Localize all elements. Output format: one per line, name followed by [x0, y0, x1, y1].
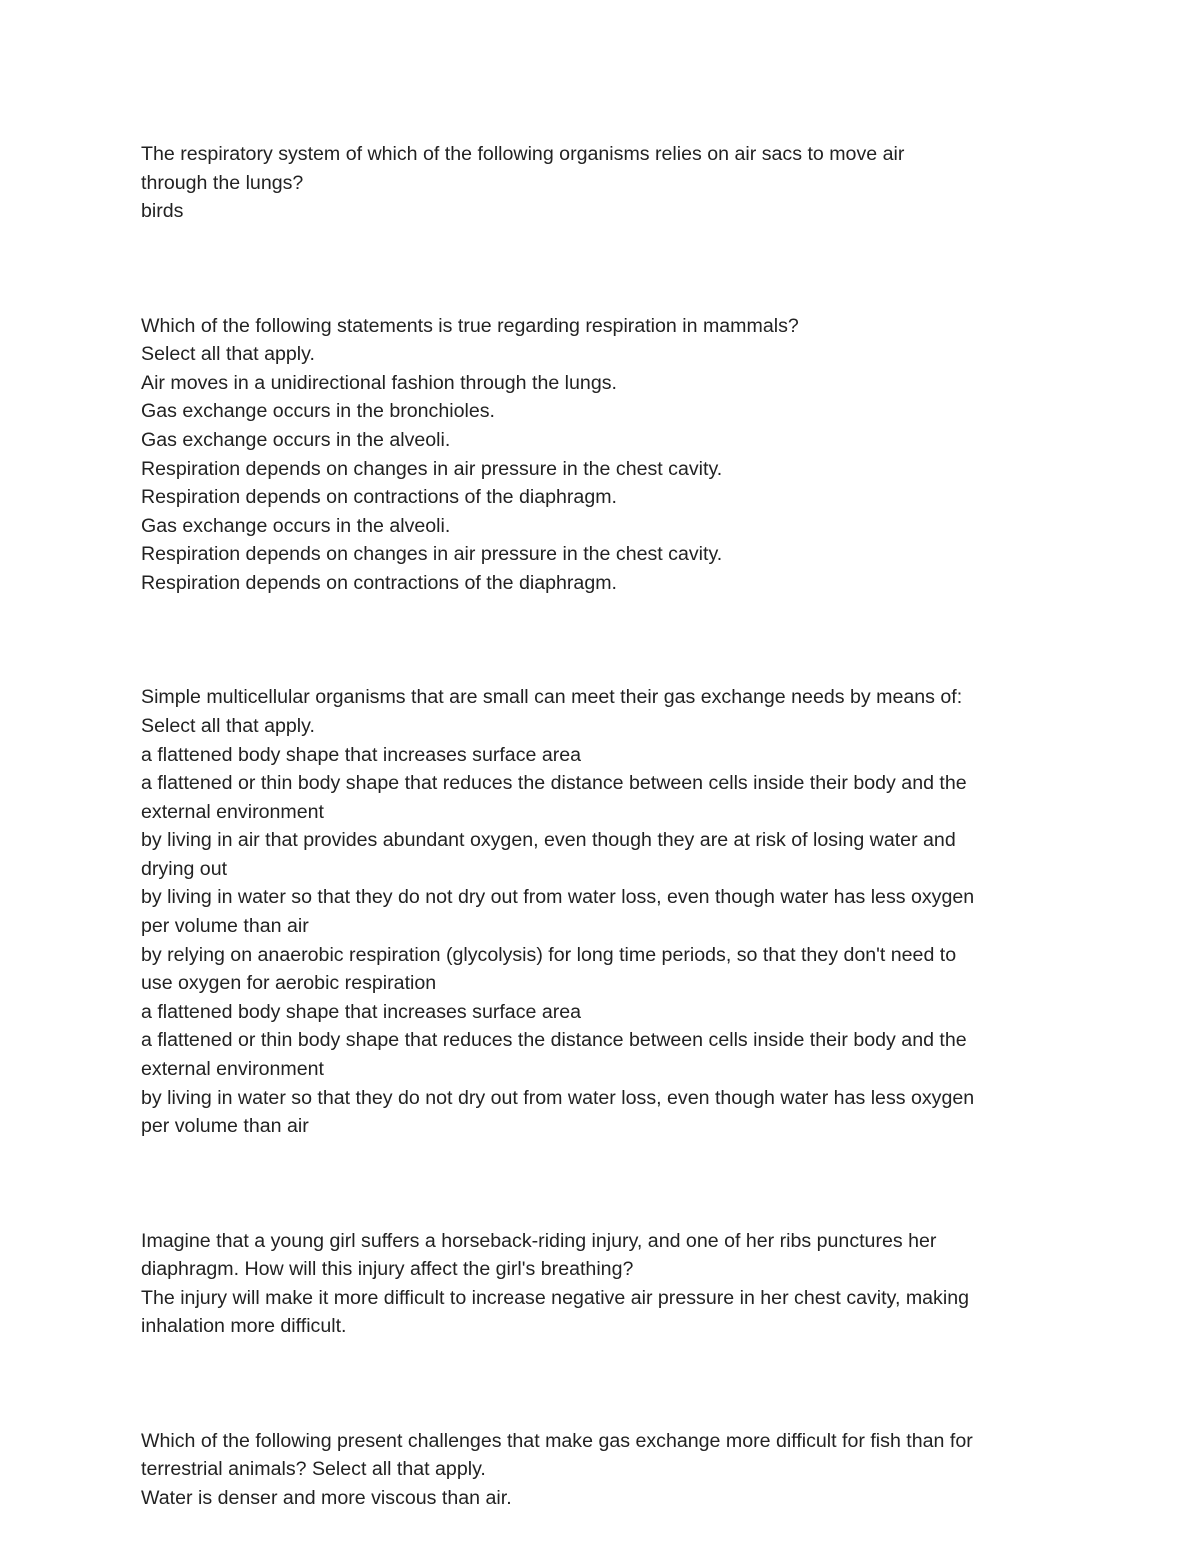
text-line: external environment [141, 1058, 324, 1081]
text-line: Gas exchange occurs in the alveoli. [141, 514, 451, 537]
text-line: Respiration depends on contractions of the diaphragm. [141, 486, 617, 509]
text-line: Gas exchange occurs in the bronchioles. [141, 400, 495, 423]
question-block [141, 140, 1066, 226]
text-line: Water is denser and more viscous than air. [141, 1486, 512, 1509]
text-line: terrestrial animals? Select all that apply. [141, 1458, 486, 1481]
text-line: Respiration depends on changes in air pressure in the chest cavity. [141, 543, 723, 566]
text-line: Respiration depends on changes in air pressure in the chest cavity. [141, 457, 723, 480]
text-line: Select all that apply. [141, 343, 315, 366]
text-line: diaphragm. How will this injury affect the girl's breathing? [141, 1258, 634, 1281]
question-block [141, 1227, 1066, 1341]
question-block [141, 683, 1066, 1141]
text-line: through the lungs? [141, 171, 304, 194]
text-line: a flattened or thin body shape that reduces the distance between cells inside their body and the [141, 772, 967, 795]
text-line: per volume than air [141, 1115, 309, 1138]
text-line: by living in water so that they do not dry out from water loss, even though water has less oxygen [141, 1086, 975, 1109]
text-line: Air moves in a unidirectional fashion through the lungs. [141, 371, 617, 394]
text-line: per volume than air [141, 915, 309, 938]
text-line: a flattened or thin body shape that reduces the distance between cells inside their body and the [141, 1029, 967, 1052]
text-line: The injury will make it more difficult to increase negative air pressure in her chest cavity, making [141, 1286, 969, 1309]
question-block [141, 312, 1066, 598]
question-text-line: Which of the following present challenges that make gas exchange more difficult for fish than for [141, 1429, 973, 1452]
text-line: birds [141, 200, 184, 223]
text-line: by living in water so that they do not dry out from water loss, even though water has less oxygen [141, 886, 975, 909]
block-spacer [141, 1141, 1066, 1227]
question-block [141, 1427, 1066, 1513]
document-page [141, 140, 1066, 1513]
text-line: Gas exchange occurs in the alveoli. [141, 428, 451, 451]
text-line: inhalation more difficult. [141, 1315, 347, 1338]
question-text-line: Simple multicellular organisms that are small can meet their gas exchange needs by means of: [141, 686, 963, 709]
text-line: Select all that apply. [141, 714, 315, 737]
text-line: use oxygen for aerobic respiration [141, 972, 437, 995]
text-line: by relying on anaerobic respiration (glycolysis) for long time periods, so that they don't need to [141, 943, 957, 966]
block-spacer [141, 1341, 1066, 1427]
text-line: a flattened body shape that increases surface area [141, 1000, 582, 1023]
text-line: a flattened body shape that increases surface area [141, 743, 582, 766]
question-text-line: Imagine that a young girl suffers a horseback-riding injury, and one of her ribs punctures her [141, 1229, 937, 1252]
block-spacer [141, 226, 1066, 312]
text-line: drying out [141, 857, 228, 880]
question-text-line: The respiratory system of which of the following organisms relies on air sacs to move air [141, 143, 905, 165]
text-line: external environment [141, 800, 324, 823]
text-line: by living in air that provides abundant oxygen, even though they are at risk of losing water and [141, 829, 956, 852]
question-text-line: Which of the following statements is true regarding respiration in mammals? [141, 314, 799, 337]
block-spacer [141, 598, 1066, 684]
text-line: Respiration depends on contractions of the diaphragm. [141, 571, 617, 594]
